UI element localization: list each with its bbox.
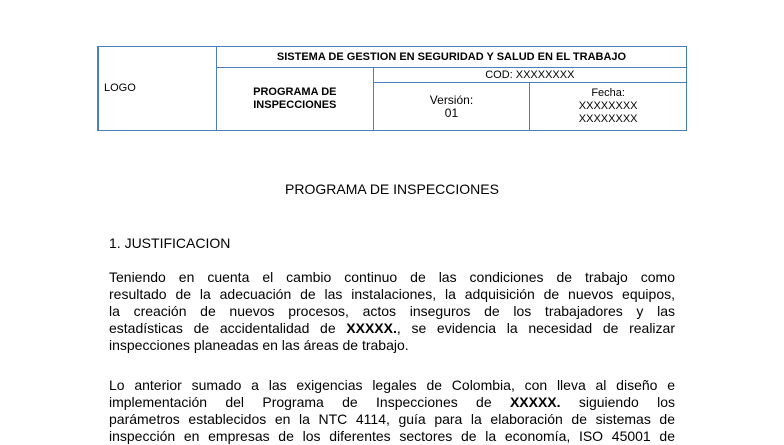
paragraph-line: Teniendo en cuenta el cambio continuo de las condiciones de trabajo como <box>109 269 675 285</box>
section-heading-justificacion: 1. JUSTIFICACION <box>109 235 231 251</box>
paragraph-line: la creación de nuevos procesos, actos inseguros de los trabajadores y las <box>109 303 675 319</box>
paragraph-line: resultado de la adecuación de las instalaciones, la adquisición de nuevos equipos, <box>109 286 675 302</box>
date-label: Fecha: <box>591 87 625 99</box>
company-placeholder: XXXXX. <box>346 320 397 336</box>
date-value-2: XXXXXXXX <box>578 113 638 125</box>
document-code: COD: XXXXXXXX <box>373 68 686 83</box>
paragraph-line: inspecciones planeadas en las áreas de trabajo. <box>109 337 409 353</box>
text-fragment: siguiendo los <box>560 394 675 410</box>
version-cell <box>373 83 530 131</box>
text-fragment: implementación del Programa de Inspecciones de <box>109 394 510 410</box>
text-fragment: estadísticas de accidentalidad de <box>109 320 347 336</box>
logo-placeholder: LOGO <box>104 82 136 94</box>
paragraph-line: inspección en empresas de los diferentes sectores de la economía, ISO 45001 de <box>109 428 675 444</box>
document-header-table <box>97 46 687 131</box>
paragraph-line <box>109 394 675 411</box>
text-fragment: , se evidencia la necesidad de realizar <box>396 320 675 336</box>
program-title: PROGRAMA DE INSPECCIONES <box>217 68 374 131</box>
paragraph-line: parámetros establecidos en la NTC 4114, guía para la elaboración de sistemas de <box>109 411 675 427</box>
paragraph-line <box>109 320 675 337</box>
date-cell <box>530 83 687 131</box>
paragraph-line: Lo anterior sumado a las exigencias legales de Colombia, con lleva al diseño e <box>109 377 675 393</box>
logo-cell <box>98 47 217 131</box>
version-label: Versión: <box>429 92 474 107</box>
company-placeholder: XXXXX. <box>509 394 561 410</box>
date-value-1: XXXXXXXX <box>578 100 638 112</box>
version-value: 01 <box>444 105 459 120</box>
document-title: PROGRAMA DE INSPECCIONES <box>285 181 499 197</box>
paragraph-justification <box>109 269 675 354</box>
system-title: SISTEMA DE GESTION EN SEGURIDAD Y SALUD EN EL TRABAJO <box>217 47 687 68</box>
paragraph-legal <box>109 377 675 445</box>
